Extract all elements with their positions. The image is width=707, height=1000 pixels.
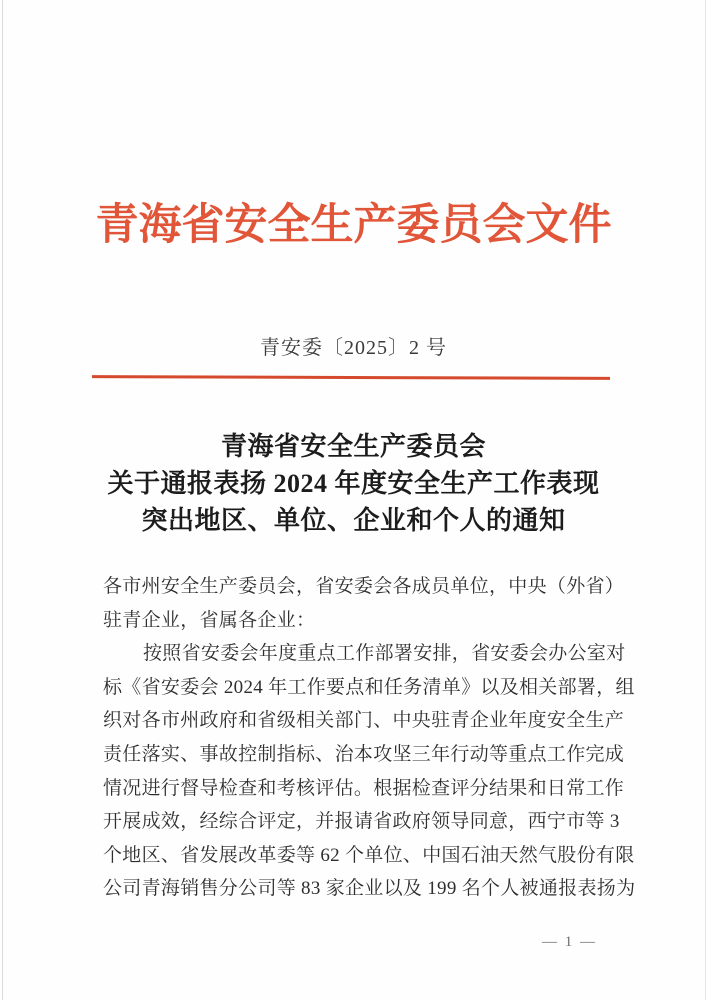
body-line: 织对各市州政府和省级相关部门、中央驻青企业年度安全生产 (103, 710, 625, 732)
body-line: 情况进行督导检查和考核评估。根据检查评分结果和日常工作 (103, 777, 625, 799)
body-line: 责任落实、事故控制指标、治本攻坚三年行动等重点工作完成 (103, 743, 625, 765)
document-title-line-3: 突出地区、单位、企业和个人的通知 (141, 506, 566, 535)
red-divider-rule (92, 375, 610, 380)
document-body (103, 570, 636, 906)
page-number: — 1 — (542, 934, 597, 950)
document-title-line-1: 青海省安全生产委员会 (220, 432, 486, 461)
body-line: 标《省安委会 2024 年工作要点和任务清单》以及相关部署，组 (103, 676, 635, 698)
document-header-banner: 青海省安全生产委员会文件 (95, 202, 612, 249)
body-line-salutation-2: 驻青企业，省属各企业： (103, 609, 316, 631)
body-line-salutation-1: 各市州安全生产委员会，省安委会各成员单位，中央（外省） (103, 576, 625, 597)
body-line: 公司青海销售分公司等 83 家企业以及 199 名个人被通报表扬为 (103, 878, 636, 900)
document-number: 青安委〔2025〕2 号 (260, 337, 447, 359)
body-line: 开展成效，经综合评定，并报请省政府领导同意，西宁市等 3 (103, 811, 620, 833)
document-title (0, 428, 707, 539)
document-title-line-2: 关于通报表扬 2024 年度安全生产工作表现 (107, 469, 600, 498)
body-line: 个地区、省发展改革委等 62 个单位、中国石油天然气股份有限 (103, 844, 635, 866)
body-line-paragraph-start: 按照省安委会年度重点工作部署安排，省安委会办公室对 (143, 643, 626, 665)
